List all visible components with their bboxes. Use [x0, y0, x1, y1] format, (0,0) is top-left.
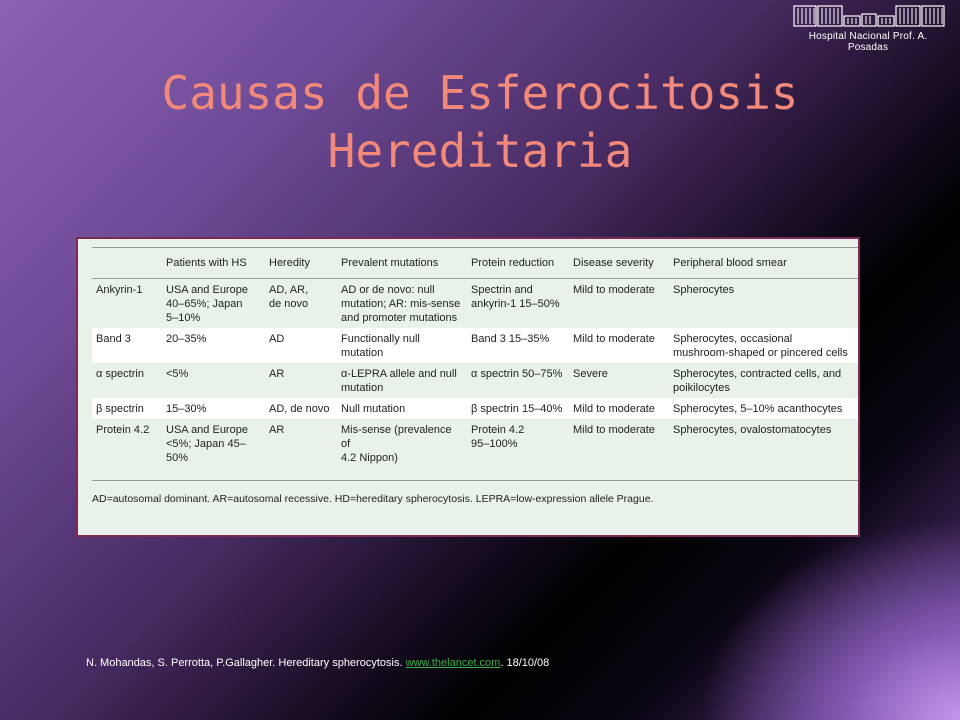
reduction-line: Band 3 15–35% — [471, 333, 550, 345]
column-header: Disease severity — [573, 257, 654, 269]
column-header: Patients with HS — [166, 257, 247, 269]
heredity-line: AR — [269, 368, 285, 380]
severity-line: Mild to moderate — [573, 333, 655, 345]
patients-line: USA and Europe — [166, 424, 248, 436]
patients-cell — [162, 328, 265, 363]
smear-line: Spherocytes — [673, 284, 735, 296]
reduction-cell — [467, 363, 569, 398]
mutations-cell — [337, 328, 467, 363]
table-row — [92, 328, 858, 363]
severity-line: Mild to moderate — [573, 284, 655, 296]
mutations-line: mutation — [341, 382, 384, 394]
reduction-cell — [467, 279, 569, 329]
heredity-cell — [265, 279, 337, 329]
table-row — [92, 279, 858, 329]
smear-line: mushroom-shaped or pincered cells — [673, 347, 848, 359]
table-body — [92, 279, 858, 469]
smear-cell — [669, 279, 858, 329]
patients-line: 15–30% — [166, 403, 207, 415]
patients-cell — [162, 363, 265, 398]
heredity-line: AD — [269, 333, 285, 345]
heredity-cell — [265, 363, 337, 398]
heredity-line: AD, AR, — [269, 284, 309, 296]
heredity-line: AD, de novo — [269, 403, 330, 415]
smear-line: Spherocytes, contracted cells, and — [673, 368, 842, 380]
mutations-cell — [337, 419, 467, 468]
column-header: Prevalent mutations — [341, 257, 439, 269]
mutations-line: Mis-sense (prevalence of — [341, 424, 452, 450]
protein-cell: β spectrin — [92, 398, 162, 419]
slide-title-line-2: Hereditaria — [327, 124, 633, 178]
severity-line: Severe — [573, 368, 608, 380]
heredity-line: AR — [269, 424, 285, 436]
reduction-line: ankyrin-1 15–50% — [471, 298, 560, 310]
reduction-line: α spectrin 50–75% — [471, 368, 563, 380]
mutations-line: 4.2 Nippon) — [341, 452, 398, 464]
slide-title-line-1: Causas de Esferocitosis — [161, 66, 799, 120]
protein-cell: Band 3 — [92, 328, 162, 363]
reduction-line: Protein 4.2 — [471, 424, 525, 436]
table-footnote: AD=autosomal dominant. AR=autosomal recessive. HD=hereditary spherocytosis. LEPRA=low-expression allele Prague. — [92, 480, 858, 505]
patients-cell — [162, 398, 265, 419]
table-row — [92, 398, 858, 419]
mutations-cell — [337, 279, 467, 329]
citation — [86, 657, 549, 669]
mutations-cell — [337, 398, 467, 419]
mutations-cell — [337, 363, 467, 398]
table-row — [92, 419, 858, 468]
protein-cell: Ankyrin-1 — [96, 284, 143, 296]
hospital-building-icon — [792, 4, 948, 30]
citation-text: N. Mohandas, S. Perrotta, P.Gallagher. Hereditary spherocytosis. — [86, 657, 406, 669]
smear-line: Spherocytes, 5–10% acanthocytes — [673, 403, 843, 415]
reduction-line: 95–100% — [471, 438, 518, 450]
severity-line: Mild to moderate — [573, 424, 655, 436]
smear-line: Spherocytes, ovalostomatocytes — [673, 424, 832, 436]
severity-cell — [569, 328, 669, 363]
mutations-line: Functionally null — [341, 333, 420, 345]
smear-cell — [669, 328, 858, 363]
hospital-logo — [788, 4, 948, 53]
smear-cell — [669, 363, 858, 398]
mutations-line: mutation; AR: mis-sense — [341, 298, 461, 310]
severity-cell — [569, 363, 669, 398]
patients-cell — [162, 279, 265, 329]
heredity-cell — [265, 398, 337, 419]
column-header — [92, 248, 162, 279]
mutations-line: and promoter mutations — [341, 312, 458, 324]
reduction-line: β spectrin 15–40% — [471, 403, 563, 415]
column-header: Protein reduction — [471, 257, 555, 269]
patients-line: <5% — [166, 368, 189, 380]
slide-title — [0, 64, 960, 180]
protein-cell: α spectrin — [96, 368, 144, 380]
citation-date: . 18/10/08 — [500, 657, 550, 669]
severity-cell — [569, 398, 669, 419]
smear-cell — [669, 419, 858, 468]
hs-causes-table — [92, 247, 858, 468]
column-header: Peripheral blood smear — [673, 257, 787, 269]
patients-cell — [162, 419, 265, 468]
smear-line: Spherocytes, occasional — [673, 333, 793, 345]
severity-cell — [569, 419, 669, 468]
heredity-cell — [265, 328, 337, 363]
reduction-line: Spectrin and — [471, 284, 533, 296]
table-header-row — [92, 248, 858, 279]
lancet-link[interactable]: www.thelancet.com — [405, 657, 501, 669]
mutations-line: Null mutation — [341, 403, 406, 415]
logo-caption: Hospital Nacional Prof. A. Posadas — [808, 31, 928, 53]
heredity-line: de novo — [269, 298, 309, 310]
mutations-line: AD or de novo: null — [341, 284, 435, 296]
patients-line: 5–10% — [166, 312, 201, 324]
heredity-cell — [265, 419, 337, 468]
mutations-line: mutation — [341, 347, 384, 359]
mutations-line: α-LEPRA allele and null — [341, 368, 457, 380]
protein-cell: Protein 4.2 — [96, 424, 150, 436]
table-row — [92, 363, 858, 398]
reduction-cell — [467, 398, 569, 419]
patients-line: <5%; Japan 45–50% — [166, 438, 246, 464]
reduction-cell — [467, 419, 569, 468]
hs-causes-table-image — [76, 237, 860, 537]
reduction-cell — [467, 328, 569, 363]
smear-line: poikilocytes — [673, 382, 730, 394]
patients-line: 20–35% — [166, 333, 207, 345]
severity-line: Mild to moderate — [573, 403, 655, 415]
smear-cell — [669, 398, 858, 419]
column-header: Heredity — [269, 257, 310, 269]
patients-line: USA and Europe — [166, 284, 248, 296]
patients-line: 40–65%; Japan — [166, 298, 243, 310]
severity-cell — [569, 279, 669, 329]
